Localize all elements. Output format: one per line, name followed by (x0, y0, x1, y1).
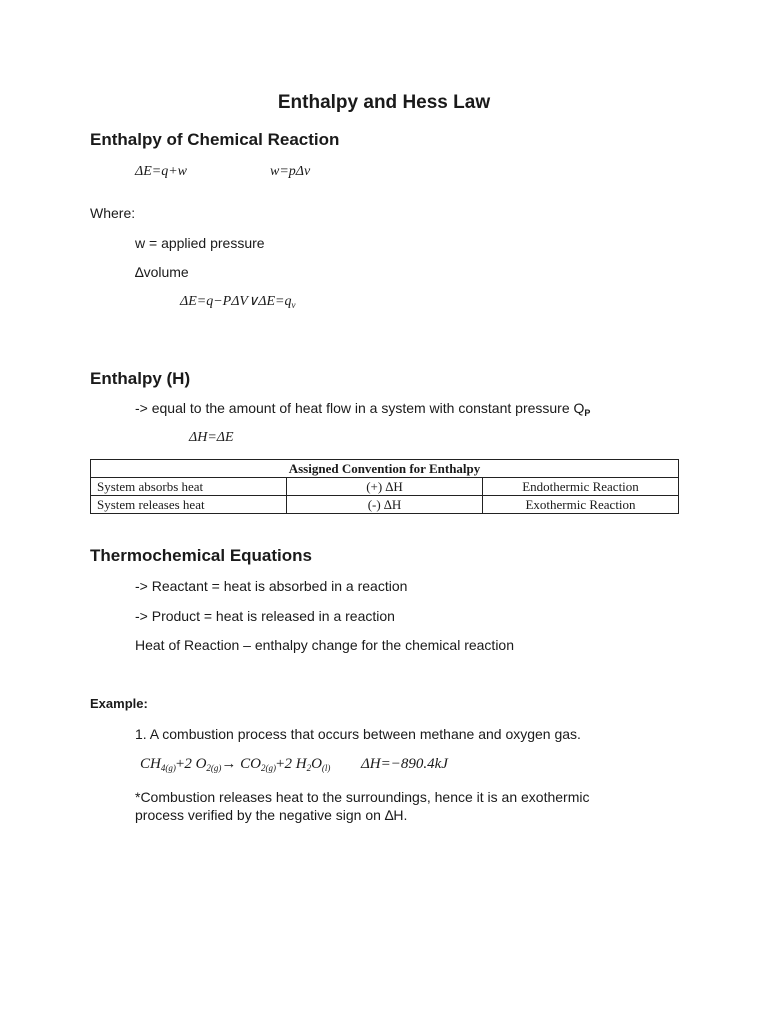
table-cell: Endothermic Reaction (483, 478, 679, 496)
thermo-line-reactant: -> Reactant = heat is absorbed in a reaction (135, 578, 408, 594)
equation-work: w=pΔv (270, 164, 311, 179)
section-heading-thermochemical: Thermochemical Equations (90, 546, 312, 565)
definition-w: w = applied pressure (135, 235, 265, 251)
combustion-note-line1: *Combustion releases heat to the surroundings, hence it is an exothermic (135, 789, 590, 805)
definition-volume: ∆volume (135, 264, 189, 280)
equation-delta-h: ΔH=ΔE (189, 430, 234, 445)
combustion-equation: $CH_{4(g)}+2$ $O_{2(g)}\to CO_{2(g)}+2$ $H_2O_{(l)}$ (140, 756, 331, 773)
table-row (91, 496, 679, 514)
enthalpy-value: ΔH=−890.4kJ (361, 756, 448, 772)
equation-delta-e-expanded: $\Delta E=q-P\Delta V\vee\Delta E=q_v$ (180, 294, 296, 310)
table-cell: (-) ∆H (287, 496, 483, 514)
equation-delta-e: ΔE=q+w (135, 164, 188, 179)
table-cell: System releases heat (91, 496, 287, 514)
table-row (91, 478, 679, 496)
heat-of-reaction-definition: Heat of Reaction – enthalpy change for the chemical reaction (135, 637, 515, 653)
section-heading-enthalpy-h: Enthalpy (H) (90, 369, 191, 388)
section-heading-enthalpy-of-reaction: Enthalpy of Chemical Reaction (90, 130, 340, 149)
enthalpy-definition: -> equal to the amount of heat flow in a system with constant pressure $Q_P$ (135, 400, 591, 418)
combustion-note-line2: process verified by the negative sign on ∆H. (135, 807, 408, 823)
where-label: Where: (90, 205, 136, 221)
example-item: 1. A combustion process that occurs between methane and oxygen gas. (135, 726, 581, 742)
example-heading: Example: (90, 696, 148, 711)
convention-table (90, 459, 679, 514)
table-cell: Exothermic Reaction (483, 496, 679, 514)
table-caption: Assigned Convention for Enthalpy (91, 460, 679, 478)
table-cell: (+) ∆H (287, 478, 483, 496)
thermo-line-product: -> Product = heat is released in a reaction (135, 608, 395, 624)
page-title: Enthalpy and Hess Law (277, 92, 491, 113)
table-cell: System absorbs heat (91, 478, 287, 496)
